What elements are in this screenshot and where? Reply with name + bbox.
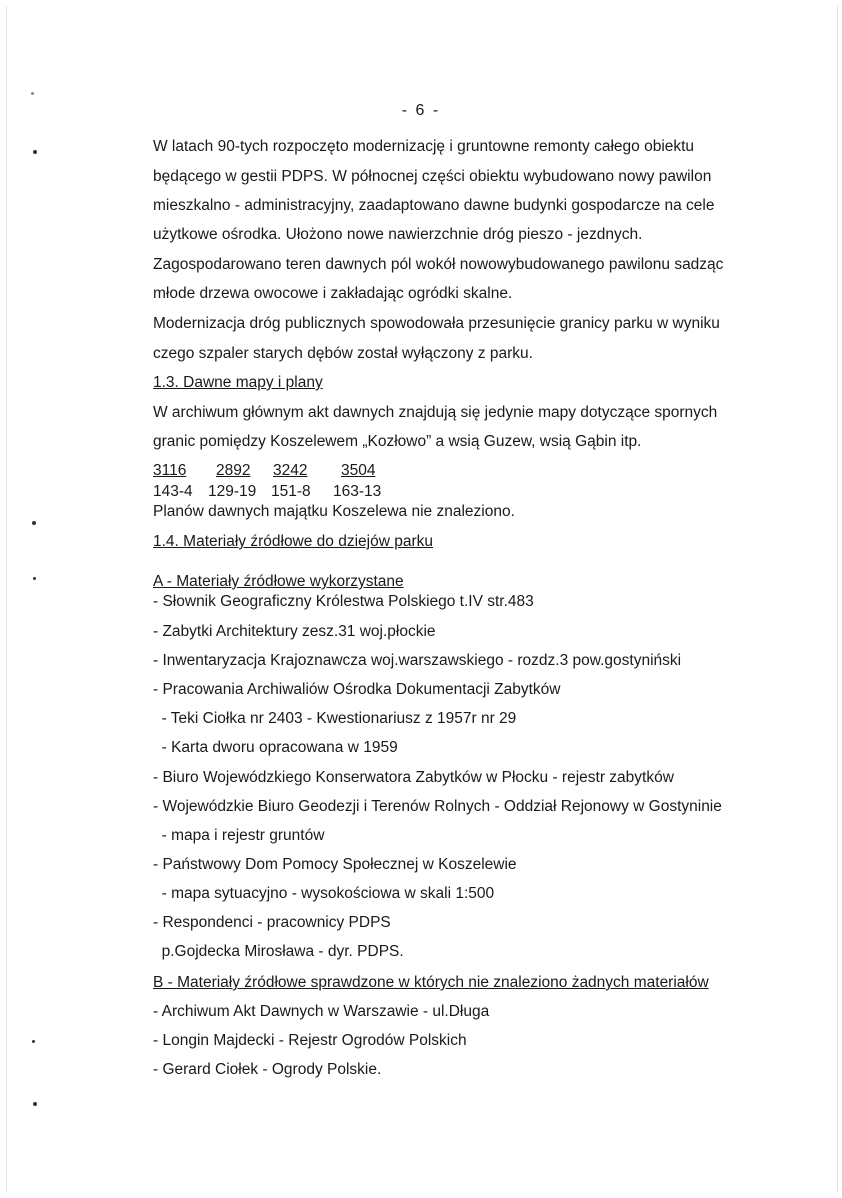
map-sub-number: 163-13 bbox=[333, 483, 382, 500]
list-item: - Wojewódzkie Biuro Geodezji i Terenów Rolnych - Oddział Rejonowy w Gostyninie bbox=[153, 798, 722, 815]
list-item: - Karta dworu opracowana w 1959 bbox=[153, 739, 398, 756]
list-item: - Longin Majdecki - Rejestr Ogrodów Polskich bbox=[153, 1032, 467, 1049]
map-number: 3116 bbox=[153, 462, 187, 479]
subheading-a: A - Materiały źródłowe wykorzystane bbox=[153, 573, 404, 590]
list-item: - mapa i rejestr gruntów bbox=[153, 827, 325, 844]
list-item: - Biuro Wojewódzkiego Konserwatora Zabytków w Płocku - rejestr zabytków bbox=[153, 769, 674, 786]
list-item: - Zabytki Architektury zesz.31 woj.płockie bbox=[153, 623, 436, 640]
list-item: - Respondenci - pracownicy PDPS bbox=[153, 914, 391, 931]
list-item: - Słownik Geograficzny Królestwa Polskiego t.IV str.483 bbox=[153, 593, 534, 610]
margin-mark bbox=[32, 521, 36, 525]
list-item: - Gerard Ciołek - Ogrody Polskie. bbox=[153, 1061, 382, 1078]
list-item: - mapa sytuacyjno - wysokościowa w skali 1:500 bbox=[153, 885, 495, 902]
paragraph-line: mieszkalno - administracyjny, zaadaptowano dawne budynki gospodarcze na cele bbox=[153, 197, 715, 214]
margin-mark bbox=[33, 577, 36, 580]
paragraph-line: czego szpaler starych dębów został wyłączony z parku. bbox=[153, 345, 533, 362]
paragraph-line: Zagospodarowano teren dawnych pól wokół nowowybudowanego pawilonu sadząc bbox=[153, 256, 724, 273]
list-item: - Teki Ciołka nr 2403 - Kwestionariusz z 1957r nr 29 bbox=[153, 710, 517, 727]
paragraph-line: użytkowe ośrodka. Ułożono nowe nawierzchnie dróg pieszo - jezdnych. bbox=[153, 226, 643, 243]
paragraph-line: będącego w gestii PDPS. W północnej części obiektu wybudowano nowy pawilon bbox=[153, 168, 712, 185]
section-text: W archiwum głównym akt dawnych znajdują się jedynie mapy dotyczące spornych bbox=[153, 404, 718, 421]
margin-mark bbox=[31, 92, 34, 95]
section-heading-1-3: 1.3. Dawne mapy i plany bbox=[153, 374, 323, 391]
map-number: 3242 bbox=[273, 462, 308, 479]
list-item: - Państwowy Dom Pomocy Społecznej w Koszelewie bbox=[153, 856, 517, 873]
margin-mark bbox=[33, 150, 37, 154]
paragraph-line: W latach 90-tych rozpoczęto modernizację i gruntowne remonty całego obiektu bbox=[153, 138, 695, 155]
map-sub-number: 129-19 bbox=[208, 483, 257, 500]
section-text: granic pomiędzy Koszelewem „Kozłowo” a wsią Guzew, wsią Gąbin itp. bbox=[153, 433, 642, 450]
map-sub-number: 151-8 bbox=[271, 483, 311, 500]
paragraph-line: Modernizacja dróg publicznych spowodowała przesunięcie granicy parku w wyniku bbox=[153, 315, 720, 332]
map-number: 2892 bbox=[216, 462, 251, 479]
margin-mark bbox=[32, 1040, 35, 1043]
page-number: - 6 - bbox=[401, 102, 441, 119]
section-note: Planów dawnych majątku Koszelewa nie znaleziono. bbox=[153, 503, 515, 520]
section-heading-1-4: 1.4. Materiały źródłowe do dziejów parku bbox=[153, 533, 433, 550]
margin-mark bbox=[33, 1102, 37, 1106]
map-number: 3504 bbox=[341, 462, 376, 479]
list-item: - Inwentaryzacja Krajoznawcza woj.warszawskiego - rozdz.3 pow.gostyniński bbox=[153, 652, 682, 669]
list-item: - Pracowania Archiwaliów Ośrodka Dokumentacji Zabytków bbox=[153, 681, 561, 698]
subheading-b: B - Materiały źródłowe sprawdzone w których nie znaleziono żadnych materiałów bbox=[153, 974, 709, 991]
paragraph-line: młode drzewa owocowe i zakładając ogródki skalne. bbox=[153, 285, 513, 302]
list-item: p.Gojdecka Mirosława - dyr. PDPS. bbox=[153, 943, 404, 960]
map-sub-number: 143-4 bbox=[153, 483, 193, 500]
list-item: - Archiwum Akt Dawnych w Warszawie - ul.Długa bbox=[153, 1003, 490, 1020]
